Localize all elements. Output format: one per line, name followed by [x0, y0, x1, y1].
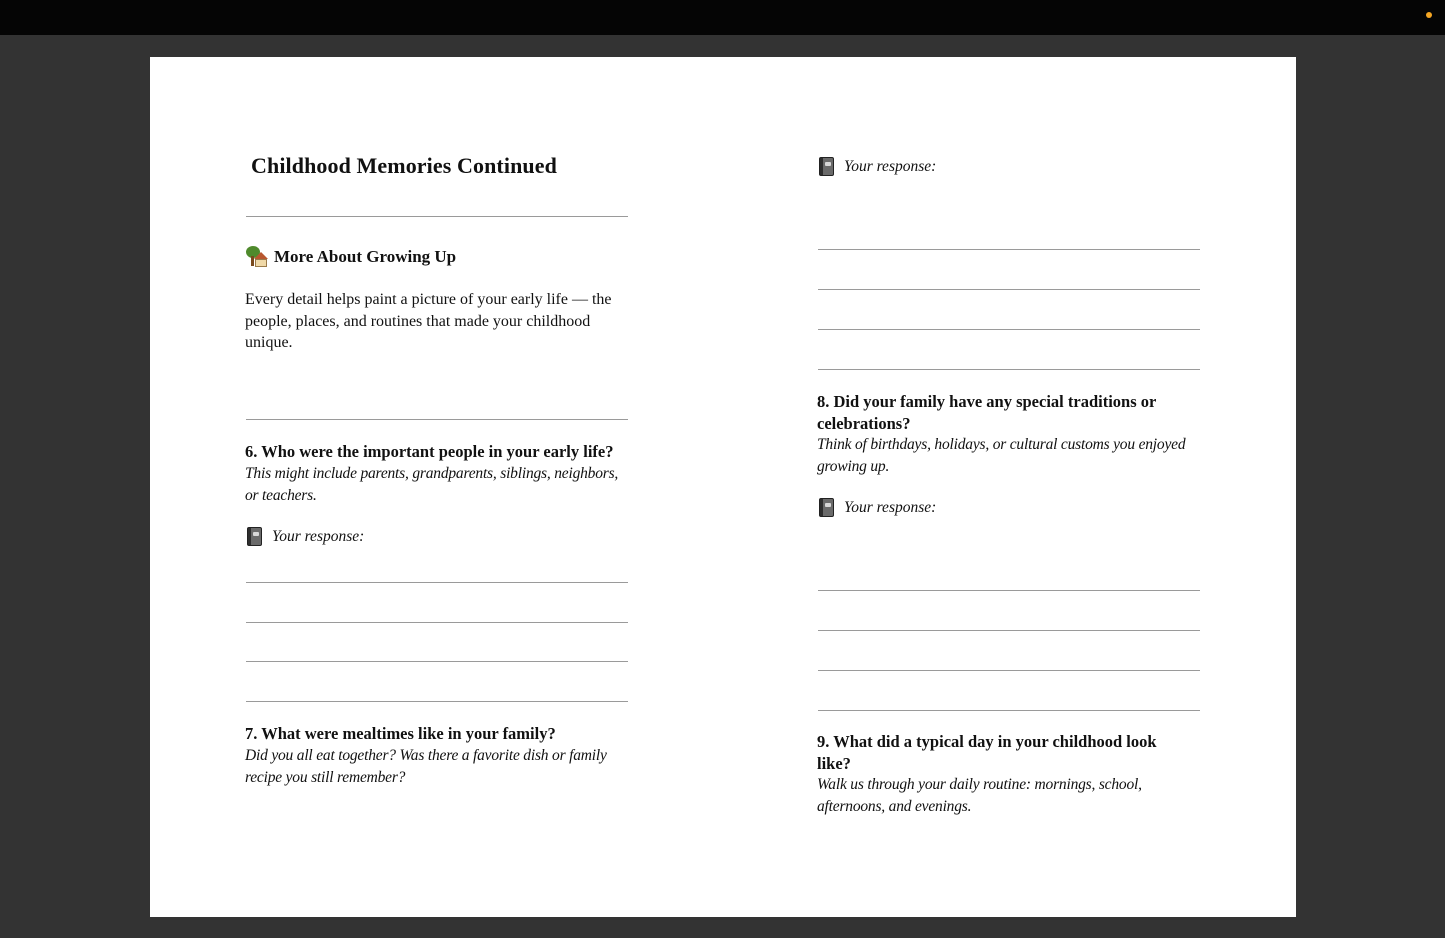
question-9-hint: Walk us through your daily routine: mornings, school, afternoons, and evenings. — [817, 776, 1142, 815]
notebook-icon — [819, 157, 834, 176]
divider-rule — [246, 216, 628, 217]
question-6-answer-line-2[interactable] — [246, 622, 628, 623]
page-title: Childhood Memories Continued — [251, 153, 557, 178]
question-7-title: 7. What were mealtimes like in your family? — [245, 724, 556, 743]
section-heading — [246, 246, 456, 268]
question-6-hint: This might include parents, grandparents, siblings, neighbors, or teachers. — [245, 465, 619, 504]
response-label-text: Your response: — [844, 498, 937, 516]
question-8-answer-line-1[interactable] — [818, 590, 1200, 591]
question-8-title: 8. Did your family have any special traditions or celebrations? — [817, 392, 1157, 433]
question-8-answer-line-3[interactable] — [818, 670, 1200, 671]
question-7-response-label — [819, 157, 936, 176]
question-8-hint: Think of birthdays, holidays, or cultural customs you enjoyed growing up. — [817, 436, 1186, 475]
question-9-title: 9. What did a typical day in your childhood look like? — [817, 732, 1157, 773]
question-6-answer-line-3[interactable] — [246, 661, 628, 662]
question-8-answer-line-2[interactable] — [818, 630, 1200, 631]
question-7-hint: Did you all eat together? Was there a favorite dish or family recipe you still remember? — [245, 747, 607, 786]
question-7-answer-line-2[interactable] — [818, 289, 1200, 290]
divider-rule — [246, 419, 628, 420]
notebook-icon — [247, 527, 262, 546]
top-bar — [0, 0, 1445, 35]
question-7-answer-line-4[interactable] — [818, 369, 1200, 370]
question-8-answer-line-4[interactable] — [818, 710, 1200, 711]
response-label-text: Your response: — [844, 157, 937, 175]
question-6-title: 6. Who were the important people in your early life? — [245, 442, 614, 461]
response-label-text: Your response: — [272, 527, 365, 545]
question-7-answer-line-3[interactable] — [818, 329, 1200, 330]
question-7-answer-line-1[interactable] — [818, 249, 1200, 250]
house-with-garden-icon — [246, 246, 268, 268]
document-page — [150, 57, 1296, 917]
question-8-response-label — [819, 498, 936, 517]
section-heading-text: More About Growing Up — [274, 247, 457, 266]
notebook-icon — [819, 498, 834, 517]
question-6-answer-line-4[interactable] — [246, 701, 628, 702]
status-indicator-dot — [1426, 12, 1432, 18]
question-6-response-label — [247, 527, 364, 546]
section-intro: Every detail helps paint a picture of your early life — the people, places, and routines that made your childhood unique. — [245, 291, 612, 351]
question-6-answer-line-1[interactable] — [246, 582, 628, 583]
